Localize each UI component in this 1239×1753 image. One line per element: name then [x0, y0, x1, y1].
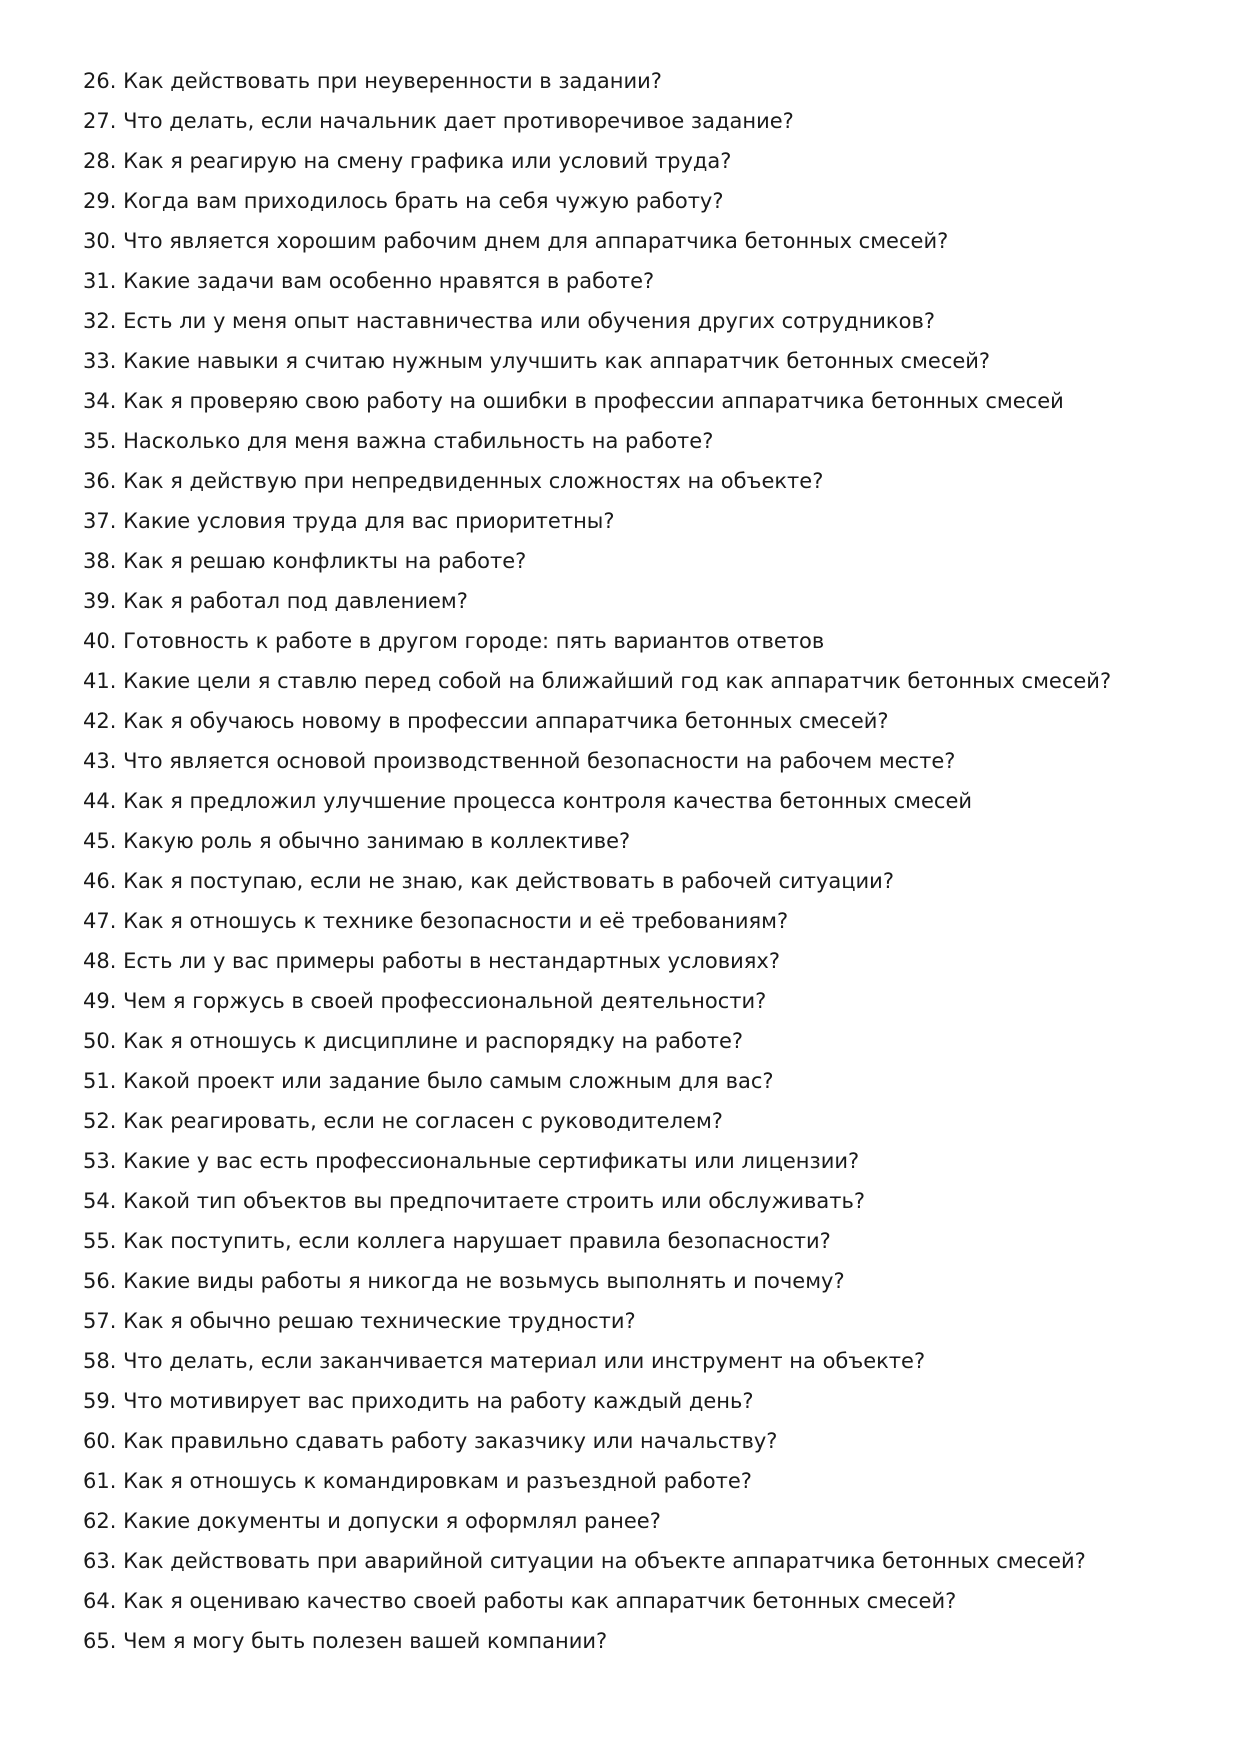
list-item	[83, 861, 1183, 901]
question-text: Как я отношусь к технике безопасности и её требованиям?	[123, 909, 789, 933]
question-number: 35.	[83, 429, 117, 453]
question-text: Как я оцениваю качество своей работы как аппаратчик бетонных смесей?	[123, 1589, 957, 1613]
question-number: 65.	[83, 1629, 117, 1653]
question-text: Что делать, если заканчивается материал или инструмент на объекте?	[123, 1349, 926, 1373]
question-text: Есть ли у меня опыт наставничества или обучения других сотрудников?	[123, 309, 935, 333]
question-number: 51.	[83, 1069, 117, 1093]
question-number: 32.	[83, 309, 117, 333]
list-item	[83, 1381, 1183, 1421]
question-text: Что мотивирует вас приходить на работу каждый день?	[123, 1389, 754, 1413]
question-text: Чем я горжусь в своей профессиональной деятельности?	[123, 989, 767, 1013]
list-item	[83, 61, 1183, 101]
list-item	[83, 1141, 1183, 1181]
list-item	[83, 1621, 1183, 1661]
question-number: 28.	[83, 149, 117, 173]
list-item	[83, 1501, 1183, 1541]
question-number: 27.	[83, 109, 117, 133]
list-item	[83, 101, 1183, 141]
question-text: Как я реагирую на смену графика или условий труда?	[123, 149, 732, 173]
list-item	[83, 981, 1183, 1021]
question-number: 31.	[83, 269, 117, 293]
question-text: Как я обучаюсь новому в профессии аппаратчика бетонных смесей?	[123, 709, 889, 733]
question-text: Как я предложил улучшение процесса контроля качества бетонных смесей	[123, 789, 973, 813]
question-number: 46.	[83, 869, 117, 893]
question-number: 26.	[83, 69, 117, 93]
question-number: 50.	[83, 1029, 117, 1053]
question-number: 42.	[83, 709, 117, 733]
question-number: 34.	[83, 389, 117, 413]
question-number: 36.	[83, 469, 117, 493]
question-number: 37.	[83, 509, 117, 533]
question-number: 64.	[83, 1589, 117, 1613]
list-item	[83, 741, 1183, 781]
question-number: 33.	[83, 349, 117, 373]
list-item	[83, 1581, 1183, 1621]
question-text: Какие навыки я считаю нужным улучшить как аппаратчик бетонных смесей?	[123, 349, 991, 373]
question-number: 57.	[83, 1309, 117, 1333]
list-item	[83, 1021, 1183, 1061]
question-list	[83, 61, 1183, 1661]
question-text: Как я работал под давлением?	[123, 589, 468, 613]
list-item	[83, 701, 1183, 741]
question-number: 45.	[83, 829, 117, 853]
question-number: 56.	[83, 1269, 117, 1293]
question-number: 47.	[83, 909, 117, 933]
question-number: 43.	[83, 749, 117, 773]
question-number: 61.	[83, 1469, 117, 1493]
question-number: 60.	[83, 1429, 117, 1453]
list-item	[83, 581, 1183, 621]
question-text: Как я отношусь к дисциплине и распорядку на работе?	[123, 1029, 744, 1053]
list-item	[83, 661, 1183, 701]
list-item	[83, 381, 1183, 421]
list-item	[83, 421, 1183, 461]
list-item	[83, 821, 1183, 861]
question-text: Как я обычно решаю технические трудности?	[123, 1309, 636, 1333]
question-text: Какие у вас есть профессиональные сертификаты или лицензии?	[123, 1149, 860, 1173]
list-item	[83, 621, 1183, 661]
question-text: Чем я могу быть полезен вашей компании?	[123, 1629, 608, 1653]
question-text: Насколько для меня важна стабильность на работе?	[123, 429, 714, 453]
question-text: Как поступить, если коллега нарушает правила безопасности?	[123, 1229, 831, 1253]
question-text: Какие цели я ставлю перед собой на ближайший год как аппаратчик бетонных смесей?	[123, 669, 1112, 693]
question-number: 58.	[83, 1349, 117, 1373]
question-text: Как я действую при непредвиденных сложностях на объекте?	[123, 469, 824, 493]
question-text: Что делать, если начальник дает противоречивое задание?	[123, 109, 794, 133]
question-number: 49.	[83, 989, 117, 1013]
question-number: 38.	[83, 549, 117, 573]
question-text: Есть ли у вас примеры работы в нестандартных условиях?	[123, 949, 780, 973]
question-number: 59.	[83, 1389, 117, 1413]
list-item	[83, 1181, 1183, 1221]
list-item	[83, 461, 1183, 501]
list-item	[83, 1101, 1183, 1141]
question-number: 29.	[83, 189, 117, 213]
question-text: Как действовать при неуверенности в задании?	[123, 69, 662, 93]
list-item	[83, 221, 1183, 261]
list-item	[83, 1421, 1183, 1461]
question-text: Что является хорошим рабочим днем для аппаратчика бетонных смесей?	[123, 229, 949, 253]
question-number: 41.	[83, 669, 117, 693]
list-item	[83, 781, 1183, 821]
list-item	[83, 141, 1183, 181]
list-item	[83, 1221, 1183, 1261]
question-number: 63.	[83, 1549, 117, 1573]
question-number: 55.	[83, 1229, 117, 1253]
question-text: Как реагировать, если не согласен с руководителем?	[123, 1109, 723, 1133]
list-item	[83, 1341, 1183, 1381]
question-text: Какой проект или задание было самым сложным для вас?	[123, 1069, 774, 1093]
list-item	[83, 901, 1183, 941]
list-item	[83, 941, 1183, 981]
list-item	[83, 261, 1183, 301]
list-item	[83, 341, 1183, 381]
list-item	[83, 1461, 1183, 1501]
question-number: 52.	[83, 1109, 117, 1133]
list-item	[83, 1261, 1183, 1301]
question-text: Что является основой производственной безопасности на рабочем месте?	[123, 749, 956, 773]
list-item	[83, 1301, 1183, 1341]
question-text: Какие задачи вам особенно нравятся в работе?	[123, 269, 655, 293]
list-item	[83, 1541, 1183, 1581]
question-text: Как я решаю конфликты на работе?	[123, 549, 527, 573]
question-number: 40.	[83, 629, 117, 653]
question-number: 62.	[83, 1509, 117, 1533]
question-text: Какие виды работы я никогда не возьмусь выполнять и почему?	[123, 1269, 845, 1293]
question-text: Как я проверяю свою работу на ошибки в профессии аппаратчика бетонных смесей	[123, 389, 1064, 413]
question-text: Какие документы и допуски я оформлял ранее?	[123, 1509, 661, 1533]
question-number: 30.	[83, 229, 117, 253]
question-text: Как действовать при аварийной ситуации на объекте аппаратчика бетонных смесей?	[123, 1549, 1086, 1573]
question-number: 39.	[83, 589, 117, 613]
question-text: Какие условия труда для вас приоритетны?	[123, 509, 615, 533]
list-item	[83, 1061, 1183, 1101]
question-text: Как я отношусь к командировкам и разъездной работе?	[123, 1469, 752, 1493]
question-number: 48.	[83, 949, 117, 973]
question-number: 44.	[83, 789, 117, 813]
question-text: Какую роль я обычно занимаю в коллективе?	[123, 829, 631, 853]
question-text: Готовность к работе в другом городе: пять вариантов ответов	[123, 629, 825, 653]
question-text: Как правильно сдавать работу заказчику или начальству?	[123, 1429, 778, 1453]
question-number: 53.	[83, 1149, 117, 1173]
question-text: Как я поступаю, если не знаю, как действовать в рабочей ситуации?	[123, 869, 894, 893]
question-number: 54.	[83, 1189, 117, 1213]
list-item	[83, 541, 1183, 581]
question-text: Какой тип объектов вы предпочитаете строить или обслуживать?	[123, 1189, 866, 1213]
list-item	[83, 181, 1183, 221]
list-item	[83, 501, 1183, 541]
question-text: Когда вам приходилось брать на себя чужую работу?	[123, 189, 724, 213]
list-item	[83, 301, 1183, 341]
